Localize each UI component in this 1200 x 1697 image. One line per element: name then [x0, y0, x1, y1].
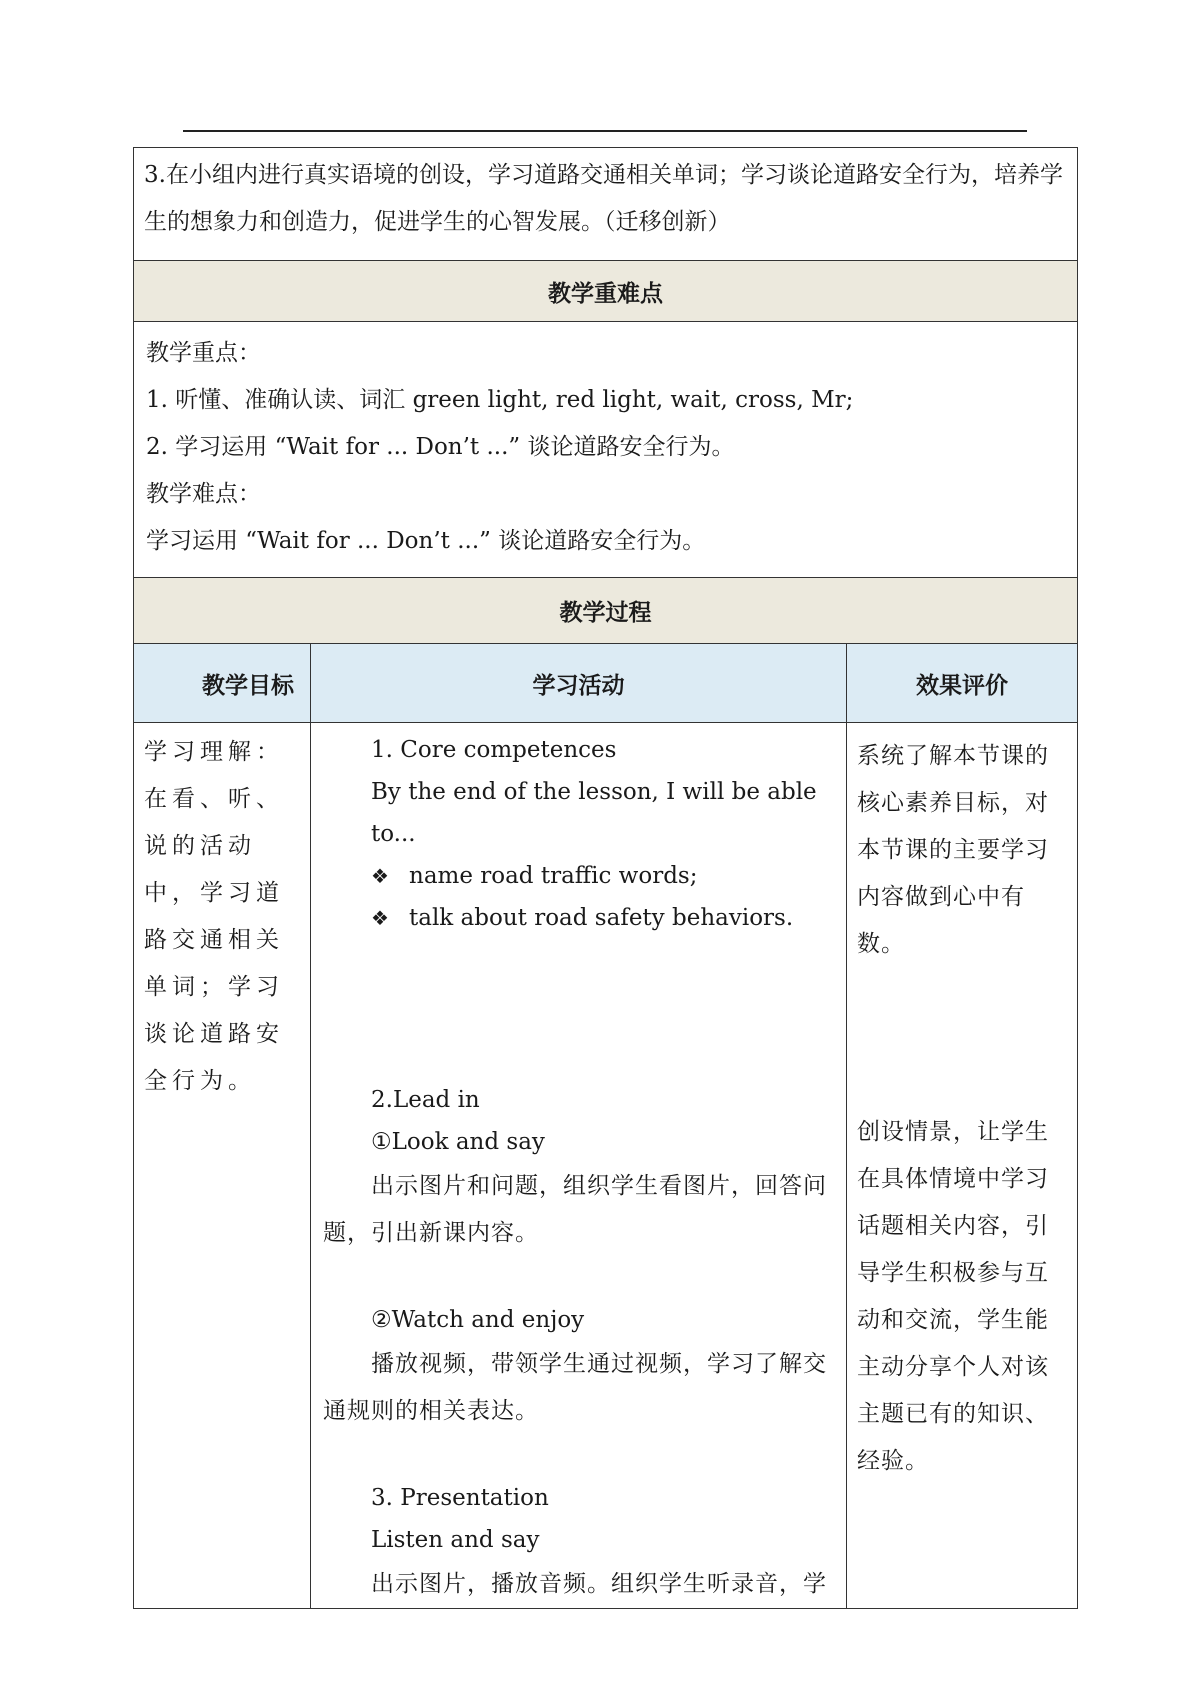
goal-text: 学习理解：在看、听、说的活动中，学习道路交通相关单词；学习谈论道路安全行为。 [144, 739, 284, 1094]
column-header-goals: 教学目标 [134, 644, 311, 723]
listen-and-say-text: 出示图片，播放音频。组织学生听录音，学 [371, 1571, 827, 1597]
diamond-bullet-icon: ❖ [371, 906, 389, 930]
look-and-say-title: ①Look and say [371, 1129, 545, 1155]
header-rule [183, 130, 1027, 132]
lead-in-title: 2.Lead in [371, 1087, 480, 1113]
goal-cell [134, 723, 311, 1609]
objective-3-text: 3.在小组内进行真实语境的创设，学习道路交通相关单词；学习谈论道路安全行为，培养学生的想象力和创造力，促进学生的心智发展。（迁移创新） [144, 162, 1063, 235]
evaluation-text-1: 系统了解本节课的核心素养目标，对本节课的主要学习内容做到心中有数。 [857, 743, 1049, 957]
activities-cell [311, 723, 847, 1609]
watch-and-enjoy-text: 播放视频，带领学生通过视频，学习了解交通规则的相关表达。 [323, 1351, 827, 1424]
key-point-2: 2. 学习运用 “Wait for ... Don’t ...” 谈论道路安全行为。 [146, 434, 735, 460]
diamond-bullet-icon: ❖ [371, 864, 389, 888]
key-point-1: 1. 听懂、准确认读、词汇 green light, red light, wait, cross, Mr; [146, 387, 854, 413]
bullet-item [323, 855, 836, 897]
lesson-plan-table [133, 147, 1078, 1609]
presentation-title: 3. Presentation [371, 1485, 549, 1511]
watch-and-enjoy-title: ②Watch and enjoy [371, 1307, 585, 1333]
bullet-text: talk about road safety behaviors. [409, 905, 794, 931]
difficult-points-label: 教学难点： [146, 481, 261, 507]
column-header-activities: 学习活动 [311, 644, 847, 723]
objective-3-cell [134, 148, 1078, 261]
evaluation-cell [847, 723, 1078, 1609]
column-header-evaluation: 效果评价 [847, 644, 1078, 723]
section-heading-process: 教学过程 [134, 578, 1078, 644]
listen-and-say-title: Listen and say [371, 1527, 540, 1553]
core-competences-title: 1. Core competences [371, 737, 617, 763]
evaluation-text-2: 创设情景，让学生在具体情境中学习话题相关内容，引导学生积极参与互动和交流，学生能主动分享个人对该主题已有的知识、经验。 [857, 1119, 1049, 1474]
bullet-text: name road traffic words; [409, 863, 698, 889]
section-heading-key-points: 教学重难点 [134, 261, 1078, 322]
bullet-item [323, 897, 836, 939]
difficult-point-1: 学习运用 “Wait for ... Don’t ...” 谈论道路安全行为。 [146, 528, 706, 554]
key-points-label: 教学重点： [146, 340, 261, 366]
look-and-say-text: 出示图片和问题，组织学生看图片，回答问题，引出新课内容。 [323, 1173, 827, 1246]
key-points-cell [134, 322, 1078, 578]
core-competences-intro: By the end of the lesson, I will be able to... [371, 779, 817, 847]
